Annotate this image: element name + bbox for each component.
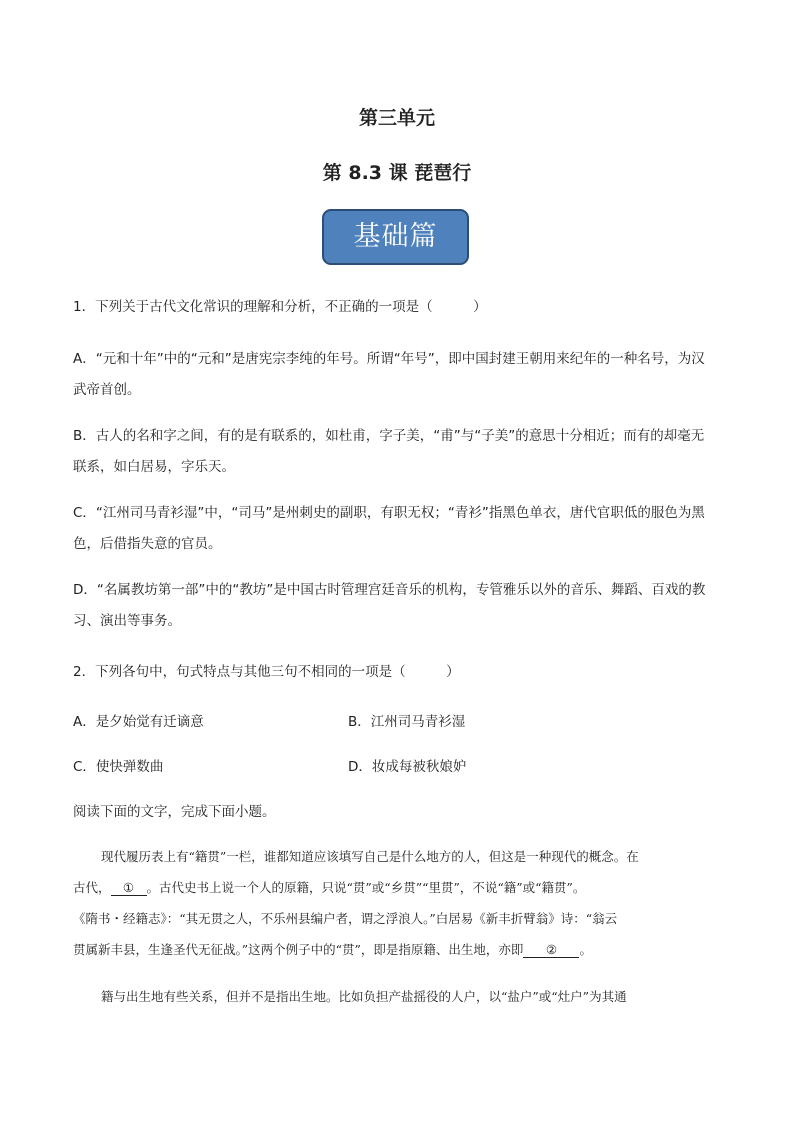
section-badge: 基础篇: [322, 209, 469, 265]
passage-p1-line2: [73, 878, 585, 896]
passage-p1-line1: 现代履历表上有“籍贯”一栏，谁都知道应该填写自己是什么地方的人，但这是一种现代的概念。在: [101, 849, 639, 864]
reading-instruction: 阅读下面的文字，完成下面小题。: [73, 804, 276, 820]
blank-1: ①: [111, 881, 147, 896]
question-2-option-b: B．江州司马青衫湿: [348, 714, 466, 730]
question-1-option-a-line1: A．“元和十年”中的“元和”是唐宪宗李纯的年号。所谓“年号”，即中国封建王朝用来纪年的一种名号，为汉: [73, 351, 705, 367]
question-2-option-d: D．妆成每被秋娘妒: [348, 759, 467, 775]
question-2-stem: 2．下列各句中，句式特点与其他三句不相同的一项是（ ）: [73, 664, 460, 680]
question-1-option-c-line1: C．“江州司马青衫湿”中，“司马”是州刺史的副职，有职无权；“青衫”指黑色单衣，唐代官职低的服色为黑: [73, 505, 705, 521]
passage-p1-line4: [73, 940, 592, 958]
unit-title: 第三单元: [358, 107, 435, 129]
question-1-option-c-line2: 色，后借指失意的官员。: [73, 536, 222, 552]
question-1-option-d-line1: D．“名属教坊第一部”中的“教坊”是中国古时管理宫廷音乐的机构，专管雅乐以外的音乐、舞蹈、百戏的教: [73, 582, 706, 598]
lesson-title: 第 8.3 课 琵琶行: [322, 162, 472, 184]
blank-2: ②: [523, 943, 579, 958]
question-1-option-b-line2: 联系，如白居易，字乐天。: [73, 459, 235, 475]
passage-p1-line3: 《隋书・经籍志》：“其无贯之人，不乐州县编户者，谓之浮浪人。”白居易《新丰折臂翁》诗：“翁云: [73, 911, 618, 926]
passage-text: 贯属新丰县，生逢圣代无征战。”这两个例子中的“贯”，即是指原籍、出生地，亦即: [73, 942, 524, 957]
question-1-option-d-line2: 习、演出等事务。: [73, 613, 181, 629]
question-1-option-b-line1: B．古人的名和字之间，有的是有联系的，如杜甫，字子美，“甫”与“子美”的意思十分相近；而有的却毫无: [73, 428, 705, 444]
passage-p2-line1: 籍与出生地有些关系，但并不是指出生地。比如负担产盐摇役的人户，以“盐户”或“灶户”为其通: [101, 989, 627, 1004]
question-2-option-c: C．使快弹数曲: [73, 759, 164, 775]
passage-text: 古代，: [73, 880, 111, 895]
question-2-option-a: A．是夕始觉有迁谪意: [73, 714, 204, 730]
question-1-option-a-line2: 武帝首创。: [73, 382, 141, 398]
passage-text: 。古代史书上说一个人的原籍，只说“贯”或“乡贯”“里贯”，不说“籍”或“籍贯”。: [146, 880, 586, 895]
question-1-stem: 1．下列关于古代文化常识的理解和分析，不正确的一项是（ ）: [73, 299, 487, 315]
passage-text: 。: [579, 942, 592, 957]
